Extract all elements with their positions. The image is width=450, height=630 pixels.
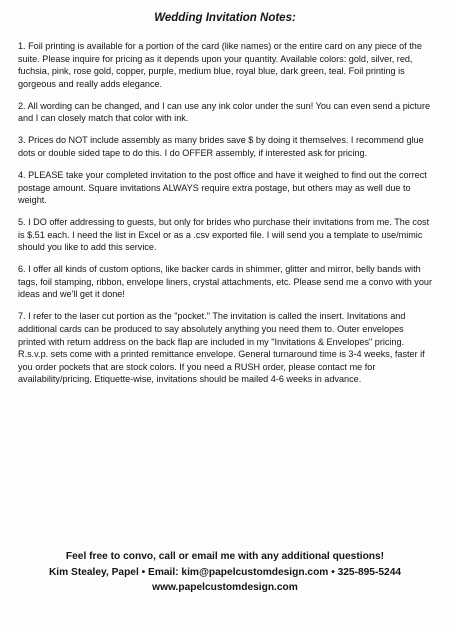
note-wording-ink: 2. All wording can be changed, and I can use any ink color under the sun! You can even send a picture and I can closely match that color with ink. bbox=[18, 100, 431, 124]
footer-website: www.papelcustomdesign.com bbox=[152, 582, 298, 593]
note-assembly: 3. Prices do NOT include assembly as many brides save $ by doing it themselves. I recommend glue dots or double sided tape to do this. I do OFFER assembly, if interested ask for pricing. bbox=[18, 135, 424, 158]
contact-footer bbox=[0, 549, 450, 596]
note-pocket-insert: 7. I refer to the laser cut portion as the "pocket." The invitation is called the insert. Invitations and additional cards can be produced to say absolutely anything you need them to. Outer envelopes printed with return address on the back flap are included in my "Invitations & Envelopes" pricing. R.s.v.p. sets come with a printed remittance envelope. General turnaround time is 3-4 weeks, faster if you order pockets that are stock colors. If you need a RUSH order, please contact me for availability/pricing. Etiquette-wise, invitations should be mailed 4-6 weeks in advance. bbox=[18, 311, 425, 385]
note-addressing: 5. I DO offer addressing to guests, but only for brides who purchase their invitations from me. The cost is $.51 each. I need the list in Excel or as a .csv exported file. I will send you a template to use/mimic should you like to add this service. bbox=[18, 217, 430, 253]
note-foil-printing: 1. Foil printing is available for a portion of the card (like names) or the entire card on any piece of the suite. Please inquire for pricing as it depends upon your quantity. Available colors: gold, silver, red, fuchsia, pink, rose gold, copper, purple, medium blue, royal blue, dark green, teal. Foil printing is gorgeous and really adds elegance. bbox=[18, 41, 422, 89]
note-postage: 4. PLEASE take your completed invitation to the post office and have it weighed to find out the correct postage amount. Square invitations ALWAYS require extra postage, but others may as well due to weight. bbox=[18, 169, 427, 206]
footer-question-line: Feel free to convo, call or email me with any additional questions! bbox=[65, 551, 385, 562]
notes-list bbox=[18, 40, 434, 395]
document-title: Wedding Invitation Notes: bbox=[154, 12, 296, 24]
footer-contact-line: Kim Stealey, Papel • Email: kim@papelcustomdesign.com • 325-895-5244 bbox=[48, 566, 402, 578]
note-custom-options: 6. I offer all kinds of custom options, like backer cards in shimmer, glitter and mirror, belly bands with tags, foil stamping, ribbon, envelope liners, crystal attachments, etc. Please send me a convo with your ideas and we'll get it done! bbox=[18, 264, 432, 300]
